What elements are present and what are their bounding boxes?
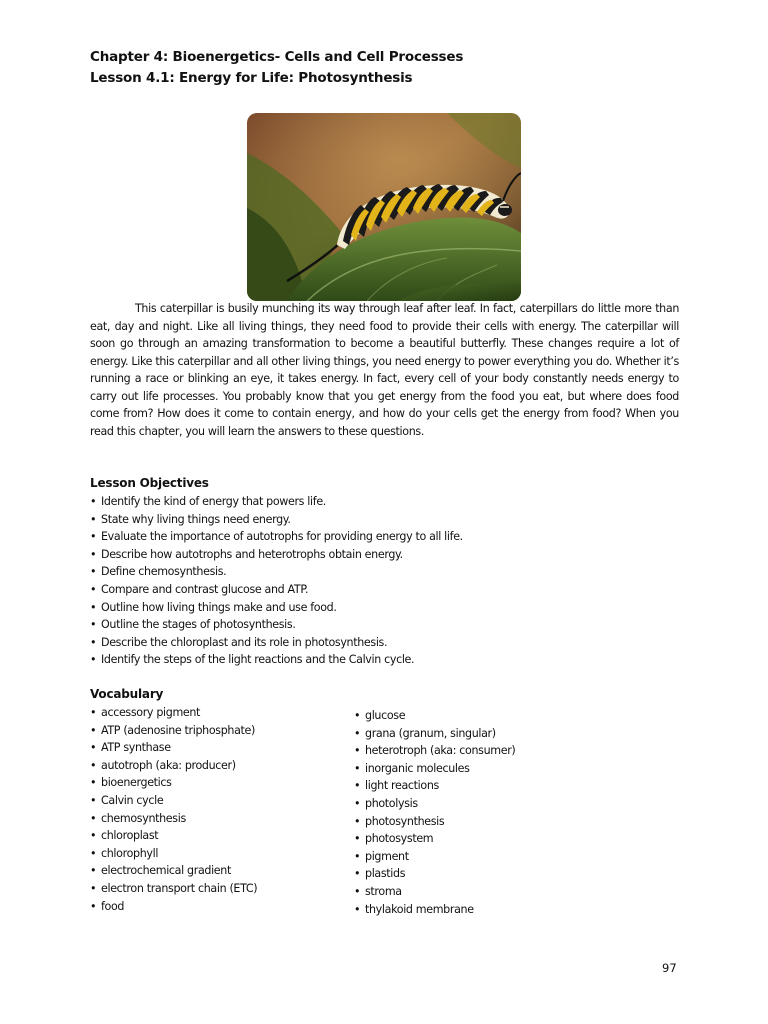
vocabulary-term: • thylakoid membrane bbox=[354, 901, 515, 919]
lesson-title: Lesson 4.1: Energy for Life: Photosynthesis bbox=[90, 70, 413, 86]
vocabulary-term: • photolysis bbox=[354, 795, 515, 813]
vocabulary-list-right bbox=[354, 707, 515, 918]
page-number: 97 bbox=[662, 961, 677, 975]
objective-item: • Identify the kind of energy that powers life. bbox=[90, 493, 463, 511]
caterpillar-photo bbox=[247, 113, 521, 301]
vocabulary-term: • food bbox=[90, 898, 257, 916]
objective-item: • Describe the chloroplast and its role in photosynthesis. bbox=[90, 634, 463, 652]
vocabulary-term: • chlorophyll bbox=[90, 845, 257, 863]
vocabulary-term: • light reactions bbox=[354, 777, 515, 795]
vocabulary-term: • accessory pigment bbox=[90, 704, 257, 722]
vocabulary-term: • Calvin cycle bbox=[90, 792, 257, 810]
vocabulary-term: • electron transport chain (ETC) bbox=[90, 880, 257, 898]
objective-item: • Evaluate the importance of autotrophs for providing energy to all life. bbox=[90, 528, 463, 546]
vocabulary-term: • chemosynthesis bbox=[90, 810, 257, 828]
objective-item: • Outline the stages of photosynthesis. bbox=[90, 616, 463, 634]
vocabulary-term: • ATP synthase bbox=[90, 739, 257, 757]
vocabulary-term: • autotroph (aka: producer) bbox=[90, 757, 257, 775]
objective-item: • Outline how living things make and use food. bbox=[90, 599, 463, 617]
objective-item: • Define chemosynthesis. bbox=[90, 563, 463, 581]
vocabulary-term: • ATP (adenosine triphosphate) bbox=[90, 722, 257, 740]
vocabulary-term: • plastids bbox=[354, 865, 515, 883]
vocabulary-term: • photosystem bbox=[354, 830, 515, 848]
vocabulary-term: • chloroplast bbox=[90, 827, 257, 845]
vocabulary-term: • electrochemical gradient bbox=[90, 862, 257, 880]
objectives-list bbox=[90, 493, 463, 669]
vocabulary-term: • bioenergetics bbox=[90, 774, 257, 792]
objective-item: • Describe how autotrophs and heterotrophs obtain energy. bbox=[90, 546, 463, 564]
vocabulary-term: • glucose bbox=[354, 707, 515, 725]
intro-paragraph: This caterpillar is busily munching its way through leaf after leaf. In fact, caterpillars do little more than eat, day and night. Like all living things, they need food to provide their cells with energy. The caterpillar will soon go through an amazing transformation to become a beautiful butterfly. These changes require a lot of energy. Like this caterpillar and all other living things, you need energy to power everything you do. Whether it’s running a race or blinking an eye, it takes energy. In fact, every cell of your body constantly needs energy to carry out life processes. You probably know that you get energy from the food you eat, but where does food come from? How does it come to contain energy, and how do your cells get the energy from food? When you read this chapter, you will learn the answers to these questions. bbox=[90, 302, 679, 438]
objective-item: • State why living things need energy. bbox=[90, 511, 463, 529]
vocabulary-heading: Vocabulary bbox=[90, 687, 164, 701]
vocabulary-term: • inorganic molecules bbox=[354, 760, 515, 778]
vocabulary-term: • heterotroph (aka: consumer) bbox=[354, 742, 515, 760]
chapter-title: Chapter 4: Bioenergetics- Cells and Cell Processes bbox=[90, 49, 464, 65]
vocabulary-term: • pigment bbox=[354, 848, 515, 866]
vocabulary-term: • stroma bbox=[354, 883, 515, 901]
title-block bbox=[90, 47, 690, 89]
vocabulary-list-left bbox=[90, 704, 257, 915]
vocabulary-term: • photosynthesis bbox=[354, 813, 515, 831]
objective-item: • Compare and contrast glucose and ATP. bbox=[90, 581, 463, 599]
objectives-heading: Lesson Objectives bbox=[90, 476, 209, 490]
objective-item: • Identify the steps of the light reactions and the Calvin cycle. bbox=[90, 651, 463, 669]
vocabulary-term: • grana (granum, singular) bbox=[354, 725, 515, 743]
